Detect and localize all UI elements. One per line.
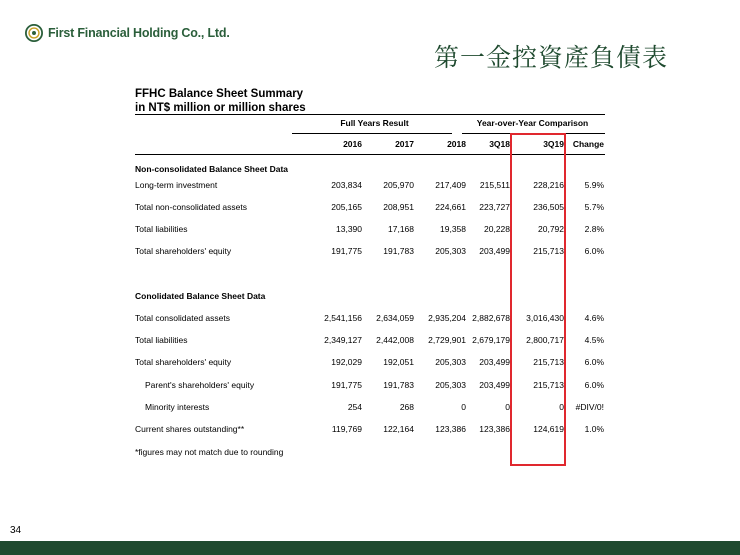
section-consolidated: Conolidated Balance Sheet Data — [135, 291, 266, 301]
title-rule — [135, 114, 605, 115]
row-label: Parent's shareholders' equity — [145, 380, 255, 390]
table-cell: 191,775 — [331, 246, 362, 256]
table-cell: 2,935,204 — [428, 313, 466, 323]
table-cell: 224,661 — [435, 202, 466, 212]
table-cell: 119,769 — [331, 424, 362, 434]
table-cell: 2,800,717 — [526, 335, 564, 345]
table-cell: 203,499 — [479, 380, 510, 390]
row-label: Current shares outstanding** — [135, 424, 245, 434]
first-financial-logo-icon — [25, 24, 43, 42]
row-label: Total non-consolidated assets — [135, 202, 247, 212]
table-cell: 4.6% — [584, 313, 604, 323]
col-header-3q19: 3Q19 — [543, 139, 564, 149]
col-header-2016: 2016 — [343, 139, 362, 149]
table-cell: 191,775 — [331, 380, 362, 390]
col-header-2017: 2017 — [395, 139, 414, 149]
table-cell: 2,882,678 — [472, 313, 510, 323]
table-cell: 20,228 — [484, 224, 510, 234]
table-cell: 268 — [399, 402, 414, 412]
section-non-consolidated: Non-consolidated Balance Sheet Data — [135, 164, 289, 174]
table-cell: 124,619 — [533, 424, 564, 434]
table-cell: 2,634,059 — [376, 313, 414, 323]
table-title-line2: in NT$ million or million shares — [135, 102, 306, 114]
row-label: Total consolidated assets — [135, 313, 230, 323]
row-label: Total shareholders' equity — [135, 246, 232, 256]
table-cell: 0 — [559, 402, 564, 412]
table-cell: 122,164 — [383, 424, 414, 434]
table-cell: 205,303 — [435, 357, 466, 367]
row-label: Minority interests — [145, 402, 210, 412]
table-cell: 228,216 — [533, 180, 564, 190]
table-cell: 205,303 — [435, 246, 466, 256]
table-cell: 191,783 — [383, 380, 414, 390]
slide-title: 第一金控資產負債表 — [433, 43, 668, 72]
table-cell: 5.9% — [584, 180, 604, 190]
highlight-3q19-column — [510, 133, 566, 466]
table-cell: 1.0% — [584, 424, 604, 434]
company-logo — [25, 24, 230, 42]
table-cell: 236,505 — [533, 202, 564, 212]
table-cell: 215,713 — [533, 246, 564, 256]
table-title-line1: FFHC Balance Sheet Summary — [135, 88, 304, 100]
table-cell: 19,358 — [440, 224, 466, 234]
table-cell: 254 — [347, 402, 362, 412]
group-header-yoy: Year-over-Year Comparison — [476, 118, 589, 128]
table-cell: 20,792 — [538, 224, 564, 234]
row-label: Total liabilities — [135, 224, 188, 234]
col-header-2018: 2018 — [447, 139, 466, 149]
table-cell: 203,499 — [479, 357, 510, 367]
table-cell: 203,499 — [479, 246, 510, 256]
table-cell: 2,729,901 — [428, 335, 466, 345]
footer-bar — [0, 541, 740, 555]
table-cell: 6.0% — [584, 380, 604, 390]
table-cell: 2,679,179 — [472, 335, 510, 345]
page-number: 34 — [10, 525, 22, 536]
table-cell: 2,442,008 — [376, 335, 414, 345]
table-cell: 6.0% — [584, 246, 604, 256]
table-cell: 5.7% — [584, 202, 604, 212]
table-cell: #DIV/0! — [575, 402, 604, 412]
table-cell: 2.8% — [584, 224, 604, 234]
table-cell: 215,713 — [533, 357, 564, 367]
col-header-3q18: 3Q18 — [489, 139, 510, 149]
table-cell: 192,029 — [331, 357, 362, 367]
table-cell: 215,511 — [479, 180, 510, 190]
row-label: Total liabilities — [135, 335, 188, 345]
table-cell: 205,303 — [435, 380, 466, 390]
table-cell: 123,386 — [435, 424, 466, 434]
table-cell: 6.0% — [584, 357, 604, 367]
row-label: Total shareholders' equity — [135, 357, 232, 367]
group-header-full-years: Full Years Result — [340, 118, 409, 128]
company-name: First Financial Holding Co., Ltd. — [48, 26, 230, 40]
table-cell: 203,834 — [331, 180, 362, 190]
row-label: Long-term investment — [135, 180, 218, 190]
table-cell: 205,970 — [383, 180, 414, 190]
table-cell: 0 — [461, 402, 466, 412]
table-cell: 191,783 — [383, 246, 414, 256]
table-cell: 2,541,156 — [324, 313, 362, 323]
table-cell: 0 — [505, 402, 510, 412]
table-cell: 215,713 — [533, 380, 564, 390]
col-header-change: Change — [572, 139, 604, 149]
footnote: *figures may not match due to rounding — [135, 447, 284, 457]
table-cell: 205,165 — [331, 202, 362, 212]
table-cell: 223,727 — [479, 202, 510, 212]
table-cell: 3,016,430 — [526, 313, 564, 323]
table-cell: 13,390 — [336, 224, 362, 234]
table-cell: 17,168 — [388, 224, 414, 234]
table-title — [135, 87, 306, 115]
table-cell: 4.5% — [584, 335, 604, 345]
table-cell: 123,386 — [479, 424, 510, 434]
table-cell: 208,951 — [383, 202, 414, 212]
group-rule-full-years — [292, 133, 452, 134]
table-cell: 2,349,127 — [324, 335, 362, 345]
table-cell: 217,409 — [435, 180, 466, 190]
table-cell: 192,051 — [383, 357, 414, 367]
